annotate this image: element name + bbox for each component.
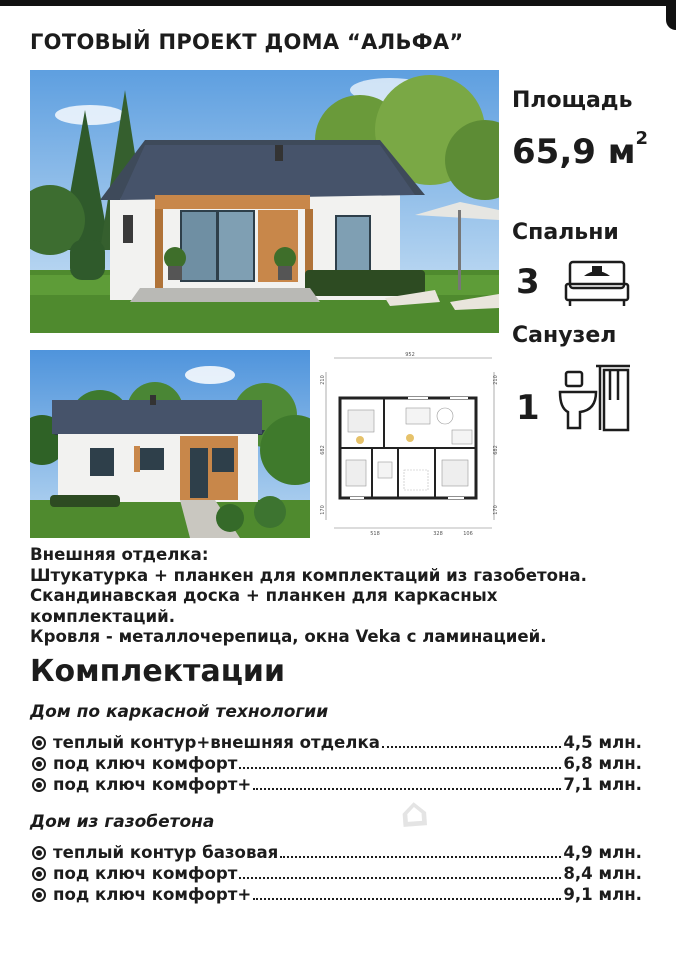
bathroom-label: Санузел bbox=[512, 323, 617, 348]
dot-leader bbox=[253, 898, 561, 900]
package-name: теплый контур базовая bbox=[53, 843, 279, 862]
dim-right-mid: 682 bbox=[493, 445, 499, 455]
package-price: 8,4 млн. bbox=[563, 864, 642, 883]
toilet-shower-icon bbox=[556, 360, 634, 436]
radio-bullet-icon bbox=[32, 888, 46, 902]
bedrooms-label: Спальни bbox=[512, 220, 619, 245]
dim-left-top: 210 bbox=[320, 375, 326, 385]
area-value bbox=[512, 128, 649, 172]
price-row bbox=[32, 885, 642, 906]
dim-left-bot: 170 bbox=[320, 505, 326, 515]
bedrooms-value: 3 bbox=[516, 262, 540, 302]
page-title: ГОТОВЫЙ ПРОЕКТ ДОМА “АЛЬФА” bbox=[30, 30, 464, 54]
exterior-line: Кровля - металлочерепица, окна Veka с ламинацией. bbox=[30, 627, 547, 646]
package-name: под ключ комфорт bbox=[53, 864, 238, 883]
dim-bottom-3: 106 bbox=[463, 531, 473, 537]
dim-top: 952 bbox=[405, 352, 415, 358]
price-row bbox=[32, 843, 642, 864]
package-name: под ключ комфорт bbox=[53, 754, 238, 773]
package-name: под ключ комфорт+ bbox=[53, 775, 252, 794]
area-label: Площадь bbox=[512, 88, 633, 113]
dim-bottom-2: 328 bbox=[433, 531, 443, 537]
bed-icon bbox=[562, 256, 632, 312]
radio-bullet-icon bbox=[32, 846, 46, 860]
packages-title: Комплектации bbox=[30, 654, 285, 689]
package-name: теплый контур+внешняя отделка bbox=[53, 733, 380, 752]
dim-right-bot: 170 bbox=[493, 505, 499, 515]
price-list-gas-concrete bbox=[32, 843, 642, 906]
top-edge-strip bbox=[0, 0, 676, 6]
package-price: 4,9 млн. bbox=[563, 843, 642, 862]
price-row bbox=[32, 733, 642, 754]
price-row bbox=[32, 775, 642, 796]
dot-leader bbox=[253, 788, 561, 790]
area-number: 65,9 м bbox=[512, 132, 636, 172]
exterior-line: комплектаций. bbox=[30, 606, 176, 626]
dot-leader bbox=[239, 767, 561, 769]
package-price: 7,1 млн. bbox=[563, 775, 642, 794]
radio-bullet-icon bbox=[32, 736, 46, 750]
exterior-line: Скандинавская доска + планкен для каркасных bbox=[30, 586, 498, 605]
watermark: ⌂ bbox=[398, 789, 431, 837]
package-price: 6,8 млн. bbox=[563, 754, 642, 773]
package-price: 9,1 млн. bbox=[563, 885, 642, 904]
radio-bullet-icon bbox=[32, 757, 46, 771]
house-render-back bbox=[30, 350, 310, 538]
package-price: 4,5 млн. bbox=[563, 733, 642, 752]
price-list-frame bbox=[32, 733, 642, 796]
group-title-frame: Дом по каркасной технологии bbox=[30, 702, 329, 722]
exterior-finish bbox=[30, 545, 650, 648]
dim-right-top: 210 bbox=[493, 375, 499, 385]
dot-leader bbox=[382, 746, 561, 748]
dim-bottom-1: 518 bbox=[370, 531, 380, 537]
exterior-line: Штукатурка + планкен для комплектаций из газобетона. bbox=[30, 565, 587, 585]
dot-leader bbox=[239, 877, 561, 879]
dot-leader bbox=[280, 856, 561, 858]
radio-bullet-icon bbox=[32, 778, 46, 792]
price-row bbox=[32, 864, 642, 885]
radio-bullet-icon bbox=[32, 867, 46, 881]
area-unit-superscript: 2 bbox=[635, 128, 649, 149]
dim-left-mid: 682 bbox=[320, 445, 326, 455]
exterior-heading: Внешняя отделка: bbox=[30, 545, 209, 564]
house-render-main bbox=[30, 70, 499, 333]
floor-plan bbox=[320, 350, 500, 538]
package-name: под ключ комфорт+ bbox=[53, 885, 252, 904]
price-row bbox=[32, 754, 642, 775]
bathroom-value: 1 bbox=[516, 388, 540, 428]
group-title-gas-concrete: Дом из газобетона bbox=[30, 812, 215, 832]
